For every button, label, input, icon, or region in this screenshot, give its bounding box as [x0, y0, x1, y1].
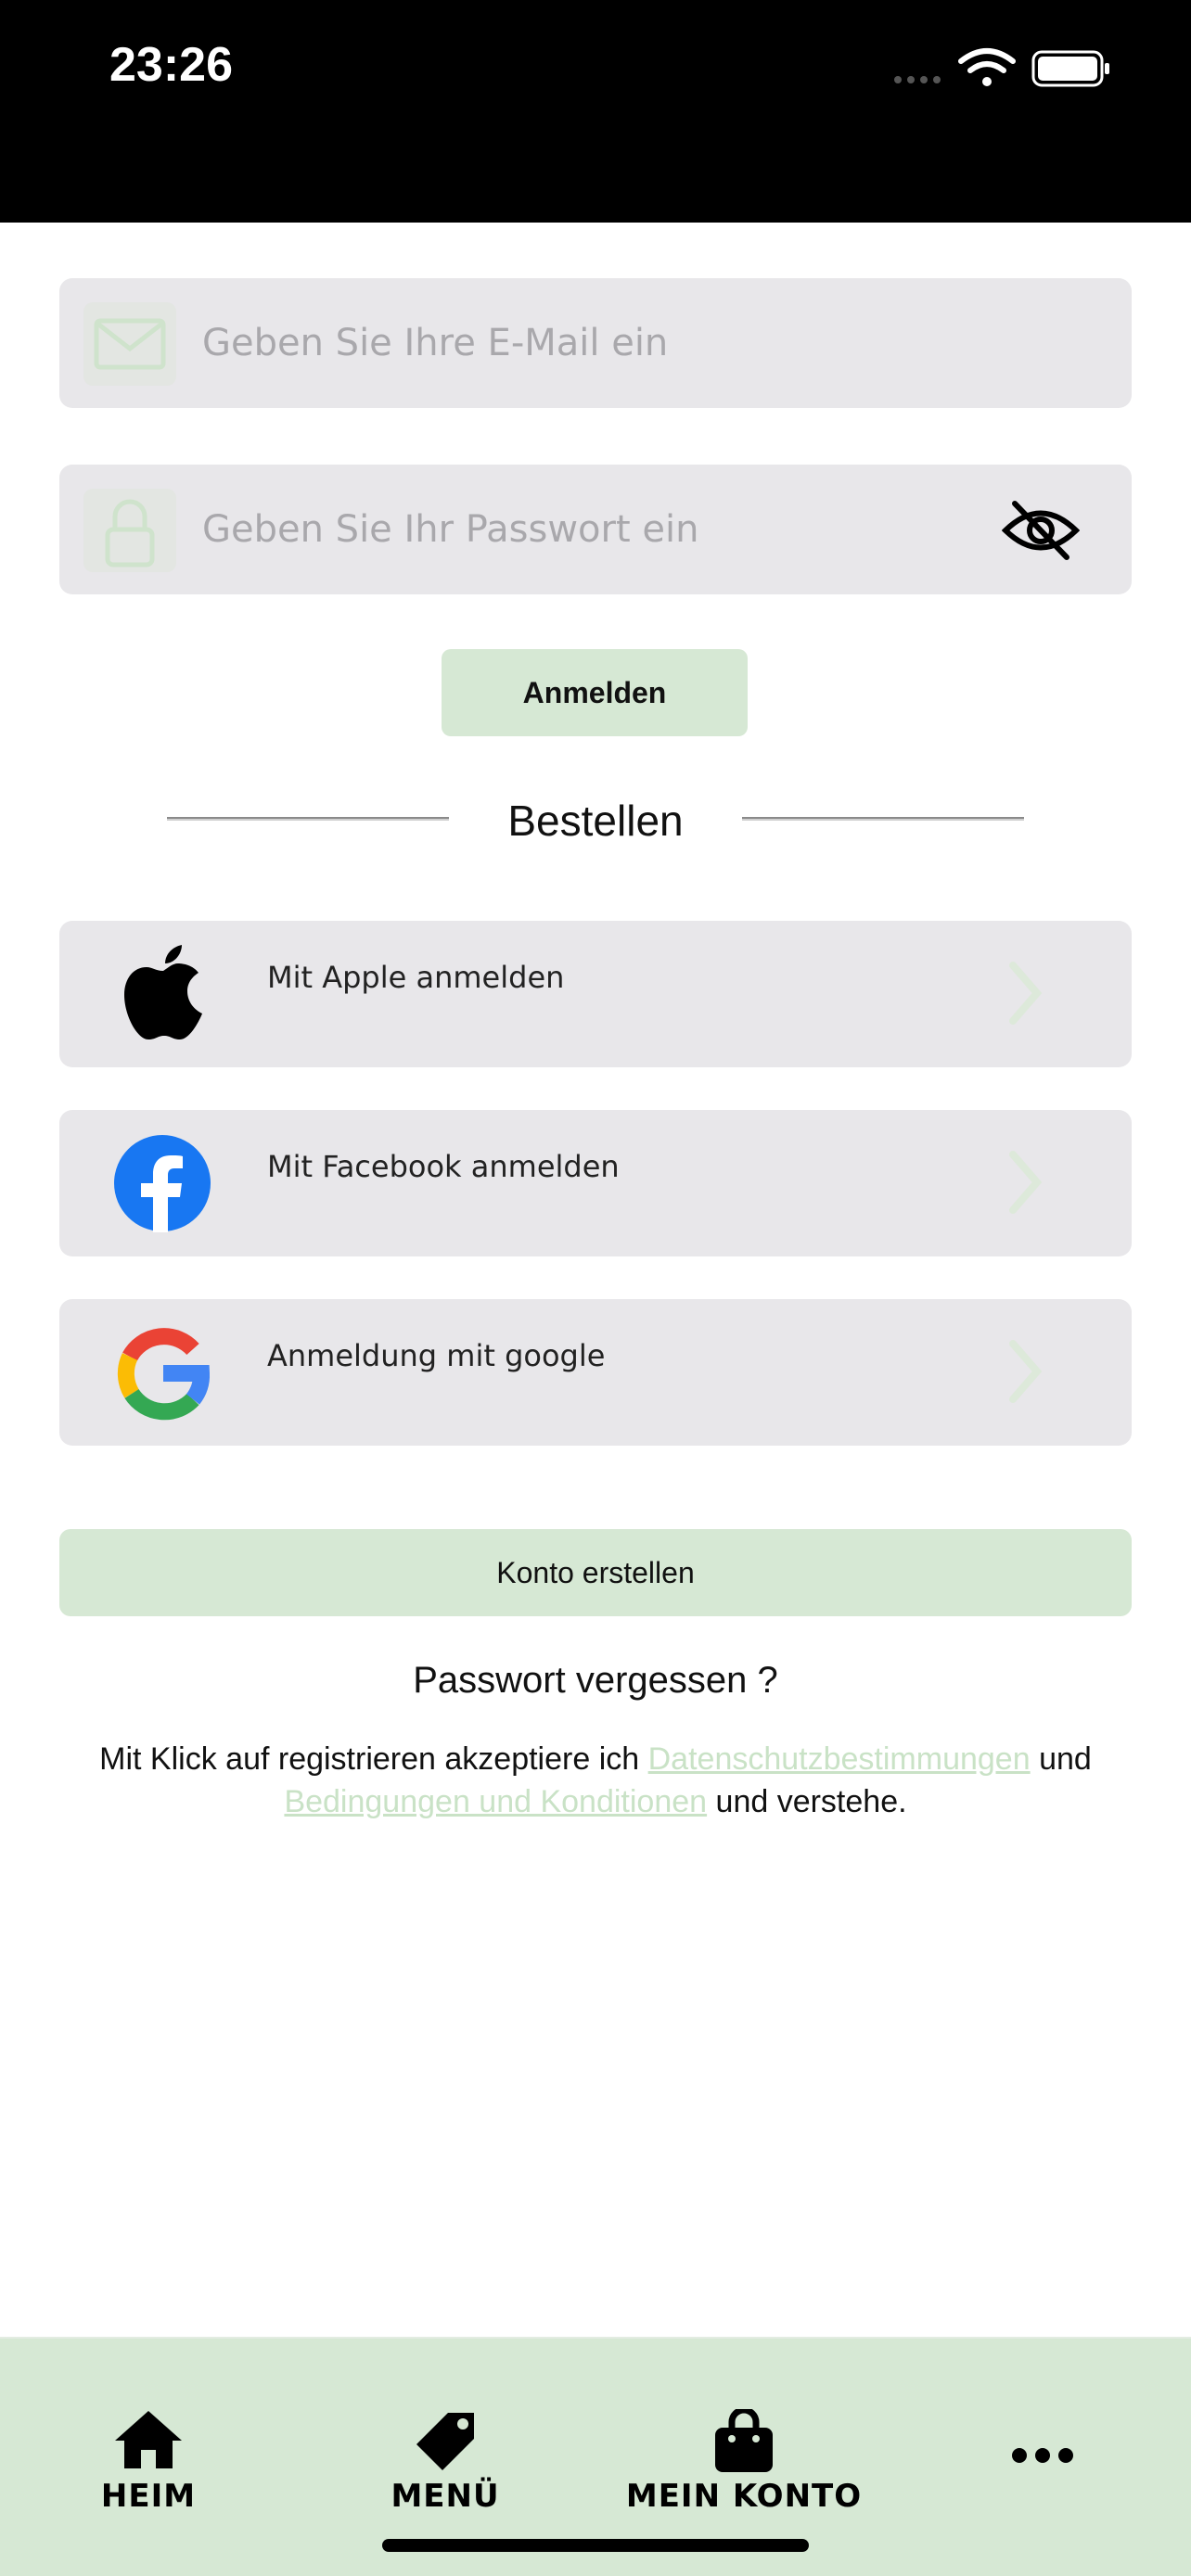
- lock-icon: [83, 489, 176, 572]
- status-bar: [0, 0, 1191, 223]
- google-logo-icon: [111, 1321, 213, 1423]
- terms-text: [37, 1738, 1154, 1823]
- tab-menu-label: MENÜ: [391, 2478, 500, 2515]
- terms-prefix: Mit Klick auf registrieren akzeptiere ich: [99, 1741, 640, 1777]
- home-indicator: [382, 2539, 809, 2552]
- privacy-policy-link[interactable]: Datenschutzbestimmungen: [647, 1741, 1031, 1777]
- terms-conditions-link[interactable]: Bedingungen und Konditionen: [284, 1784, 708, 1819]
- chevron-right-icon: [1002, 1334, 1048, 1409]
- wifi-icon: [961, 51, 1013, 70]
- facebook-logo-icon: [111, 1132, 213, 1234]
- login-button[interactable]: Anmelden: [442, 649, 748, 736]
- tab-home-label: HEIM: [100, 2478, 197, 2515]
- apple-signin-button[interactable]: [59, 921, 1132, 1067]
- facebook-signin-button[interactable]: [59, 1110, 1132, 1256]
- status-time: 23:26: [109, 38, 233, 92]
- tag-icon: [413, 2409, 478, 2474]
- google-signin-label: Anmeldung mit google: [267, 1338, 606, 1373]
- password-input[interactable]: [202, 465, 1018, 594]
- tab-menu[interactable]: [297, 2339, 594, 2524]
- signal-icon: [894, 76, 941, 83]
- terms-and: und: [1039, 1741, 1092, 1777]
- chevron-right-icon: [1002, 956, 1048, 1030]
- terms-suffix: und verstehe.: [715, 1784, 907, 1819]
- tab-more[interactable]: [894, 2339, 1191, 2524]
- google-signin-button[interactable]: [59, 1299, 1132, 1446]
- email-field-container: [59, 278, 1132, 408]
- status-icons: [885, 45, 1117, 91]
- more-dots-icon: [1010, 2446, 1075, 2465]
- email-input[interactable]: [202, 278, 1018, 408]
- tab-my-account-label: MEIN KONTO: [625, 2478, 863, 2515]
- password-field-container: [59, 465, 1132, 594]
- shopping-bag-icon: [713, 2409, 775, 2474]
- create-account-button[interactable]: Konto erstellen: [59, 1529, 1132, 1616]
- apple-signin-label: Mit Apple anmelden: [267, 960, 565, 995]
- home-icon: [113, 2409, 184, 2470]
- mail-icon: [83, 302, 176, 386]
- tab-home[interactable]: [0, 2339, 297, 2524]
- divider-label: Bestellen: [507, 797, 684, 845]
- divider-line-right: [742, 817, 1024, 821]
- eye-off-icon[interactable]: [1002, 498, 1080, 563]
- battery-icon: [1033, 52, 1109, 85]
- tab-my-account[interactable]: [596, 2339, 892, 2524]
- facebook-signin-label: Mit Facebook anmelden: [267, 1149, 620, 1184]
- apple-logo-icon: [111, 943, 213, 1045]
- chevron-right-icon: [1002, 1145, 1048, 1219]
- forgot-password-link[interactable]: Passwort vergessen ?: [413, 1660, 778, 1701]
